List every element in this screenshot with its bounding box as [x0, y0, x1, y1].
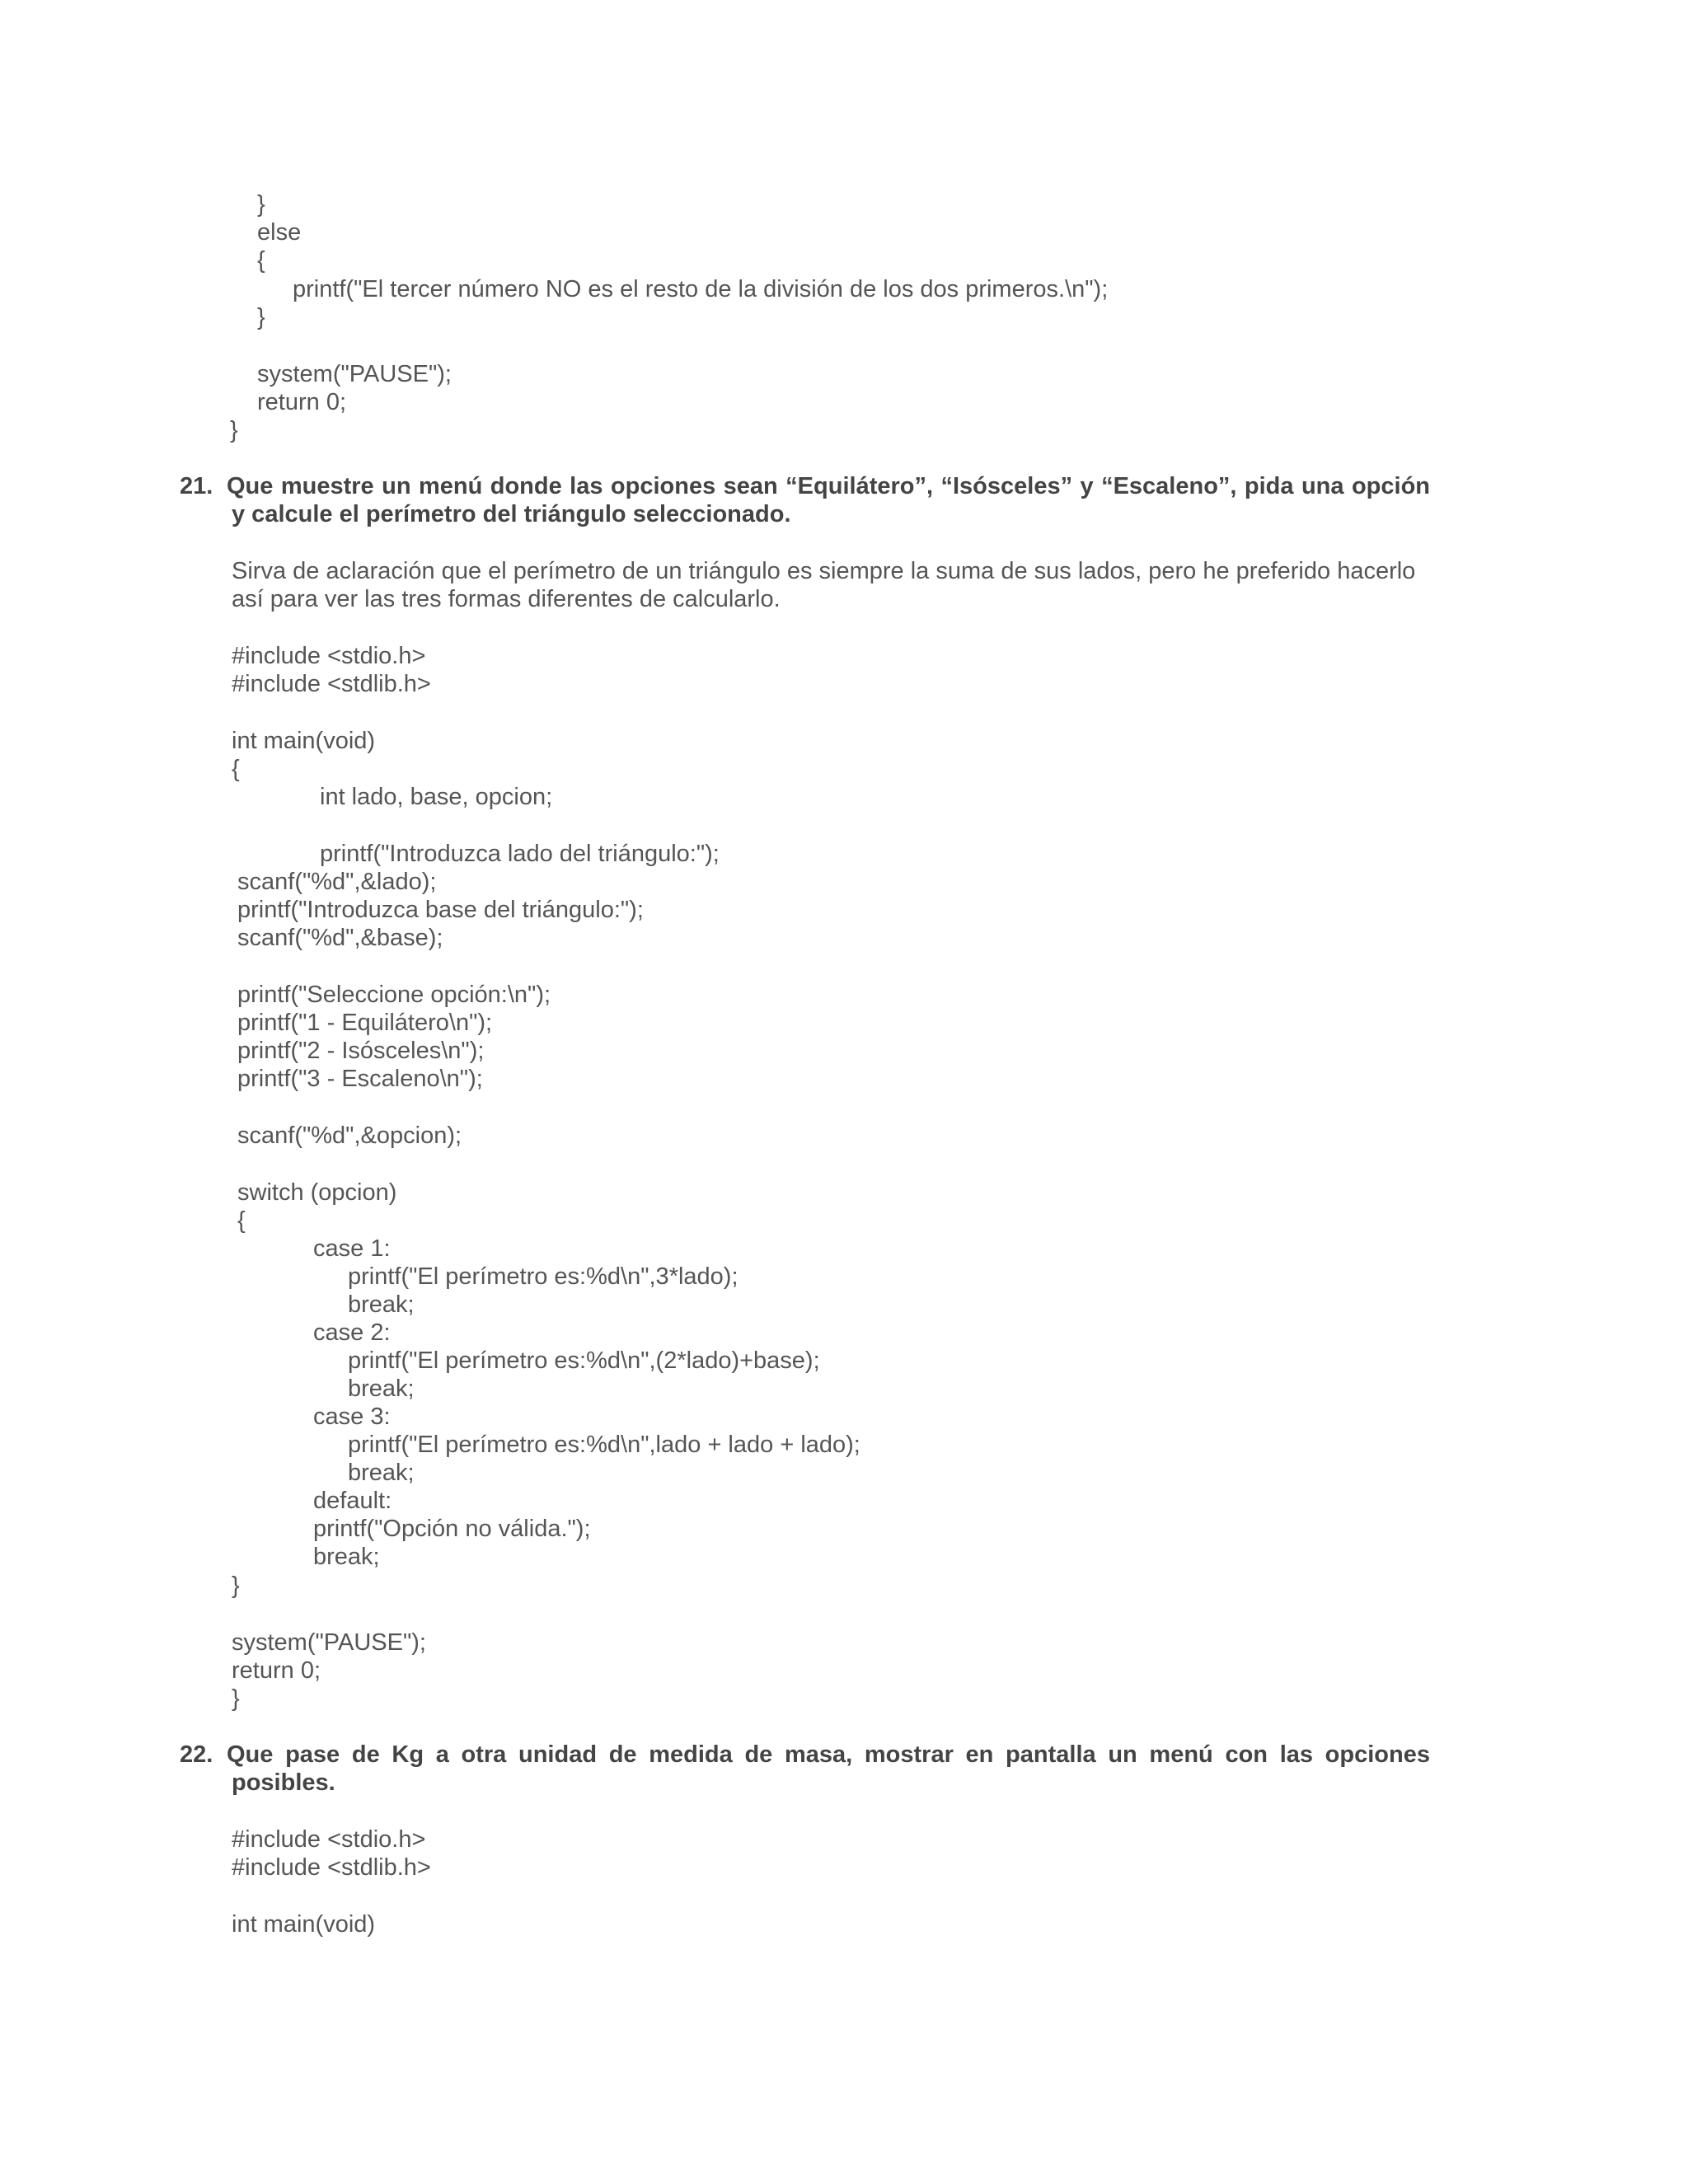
code-line: else: [257, 219, 302, 246]
question-heading-line: Que muestre un menú donde las opciones sean “Equilátero”, “Isósceles” y “Escaleno”, pida una opción: [227, 473, 1430, 499]
code-line: #include <stdio.h>: [232, 1826, 426, 1853]
code-line: return 0;: [232, 1657, 321, 1684]
code-line: int main(void): [232, 728, 376, 754]
note-line: así para ver las tres formas diferentes de calcularlo.: [232, 586, 781, 612]
code-line: case 1:: [313, 1235, 391, 1262]
code-line: case 2:: [313, 1319, 391, 1346]
code-line: break;: [348, 1460, 415, 1486]
code-line: printf("Opción no válida.");: [313, 1516, 591, 1542]
code-line: }: [230, 417, 238, 443]
question-number: 21.: [180, 473, 213, 499]
code-line: scanf("%d",&opcion);: [237, 1122, 462, 1149]
code-line: {: [232, 756, 240, 782]
code-line: #include <stdlib.h>: [232, 1854, 431, 1881]
code-line: printf("Introduzca lado del triángulo:");: [320, 841, 720, 867]
code-line: printf("2 - Isósceles\n");: [237, 1038, 485, 1064]
code-line: printf("3 - Escaleno\n");: [237, 1066, 483, 1092]
code-line: scanf("%d",&base);: [237, 925, 443, 951]
code-line: system("PAUSE");: [232, 1629, 426, 1656]
code-line: case 3:: [313, 1404, 391, 1430]
code-line: {: [237, 1207, 246, 1234]
code-line: switch (opcion): [237, 1179, 397, 1206]
code-line: break;: [348, 1376, 415, 1402]
code-line: }: [257, 304, 265, 330]
code-line: printf("El perímetro es:%d\n",3*lado);: [348, 1263, 738, 1290]
code-line: }: [257, 191, 265, 218]
code-line: printf("1 - Equilátero\n");: [237, 1010, 493, 1036]
code-line: }: [232, 1572, 240, 1599]
code-line: printf("Seleccione opción:\n");: [237, 982, 551, 1008]
code-line: break;: [313, 1544, 380, 1570]
code-line: default:: [313, 1488, 392, 1514]
code-line: printf("El tercer número NO es el resto de la división de los dos primeros.\n");: [293, 276, 1109, 302]
code-line: #include <stdio.h>: [232, 643, 426, 669]
code-line: break;: [348, 1291, 415, 1318]
code-line: int main(void): [232, 1911, 376, 1938]
code-line: }: [232, 1685, 240, 1712]
code-line: {: [257, 247, 265, 274]
code-line: return 0;: [257, 389, 346, 415]
question-number: 22.: [180, 1741, 213, 1768]
code-line: printf("El perímetro es:%d\n",lado + lado + lado);: [348, 1432, 860, 1458]
code-line: printf("Introduzca base del triángulo:");: [237, 897, 644, 923]
question-heading-line: y calcule el perímetro del triángulo seleccionado.: [232, 501, 791, 527]
code-line: #include <stdlib.h>: [232, 671, 431, 697]
code-line: system("PAUSE");: [257, 361, 452, 387]
code-line: int lado, base, opcion;: [320, 784, 553, 810]
note-line: Sirva de aclaración que el perímetro de un triángulo es siempre la suma de sus lados, pero he preferido hacerlo: [232, 558, 1416, 584]
question-heading-line: posibles.: [232, 1769, 335, 1796]
code-line: scanf("%d",&lado);: [237, 869, 437, 895]
question-heading-line: Que pase de Kg a otra unidad de medida de masa, mostrar en pantalla un menú con las opciones: [227, 1741, 1430, 1768]
code-line: printf("El perímetro es:%d\n",(2*lado)+base);: [348, 1347, 820, 1374]
